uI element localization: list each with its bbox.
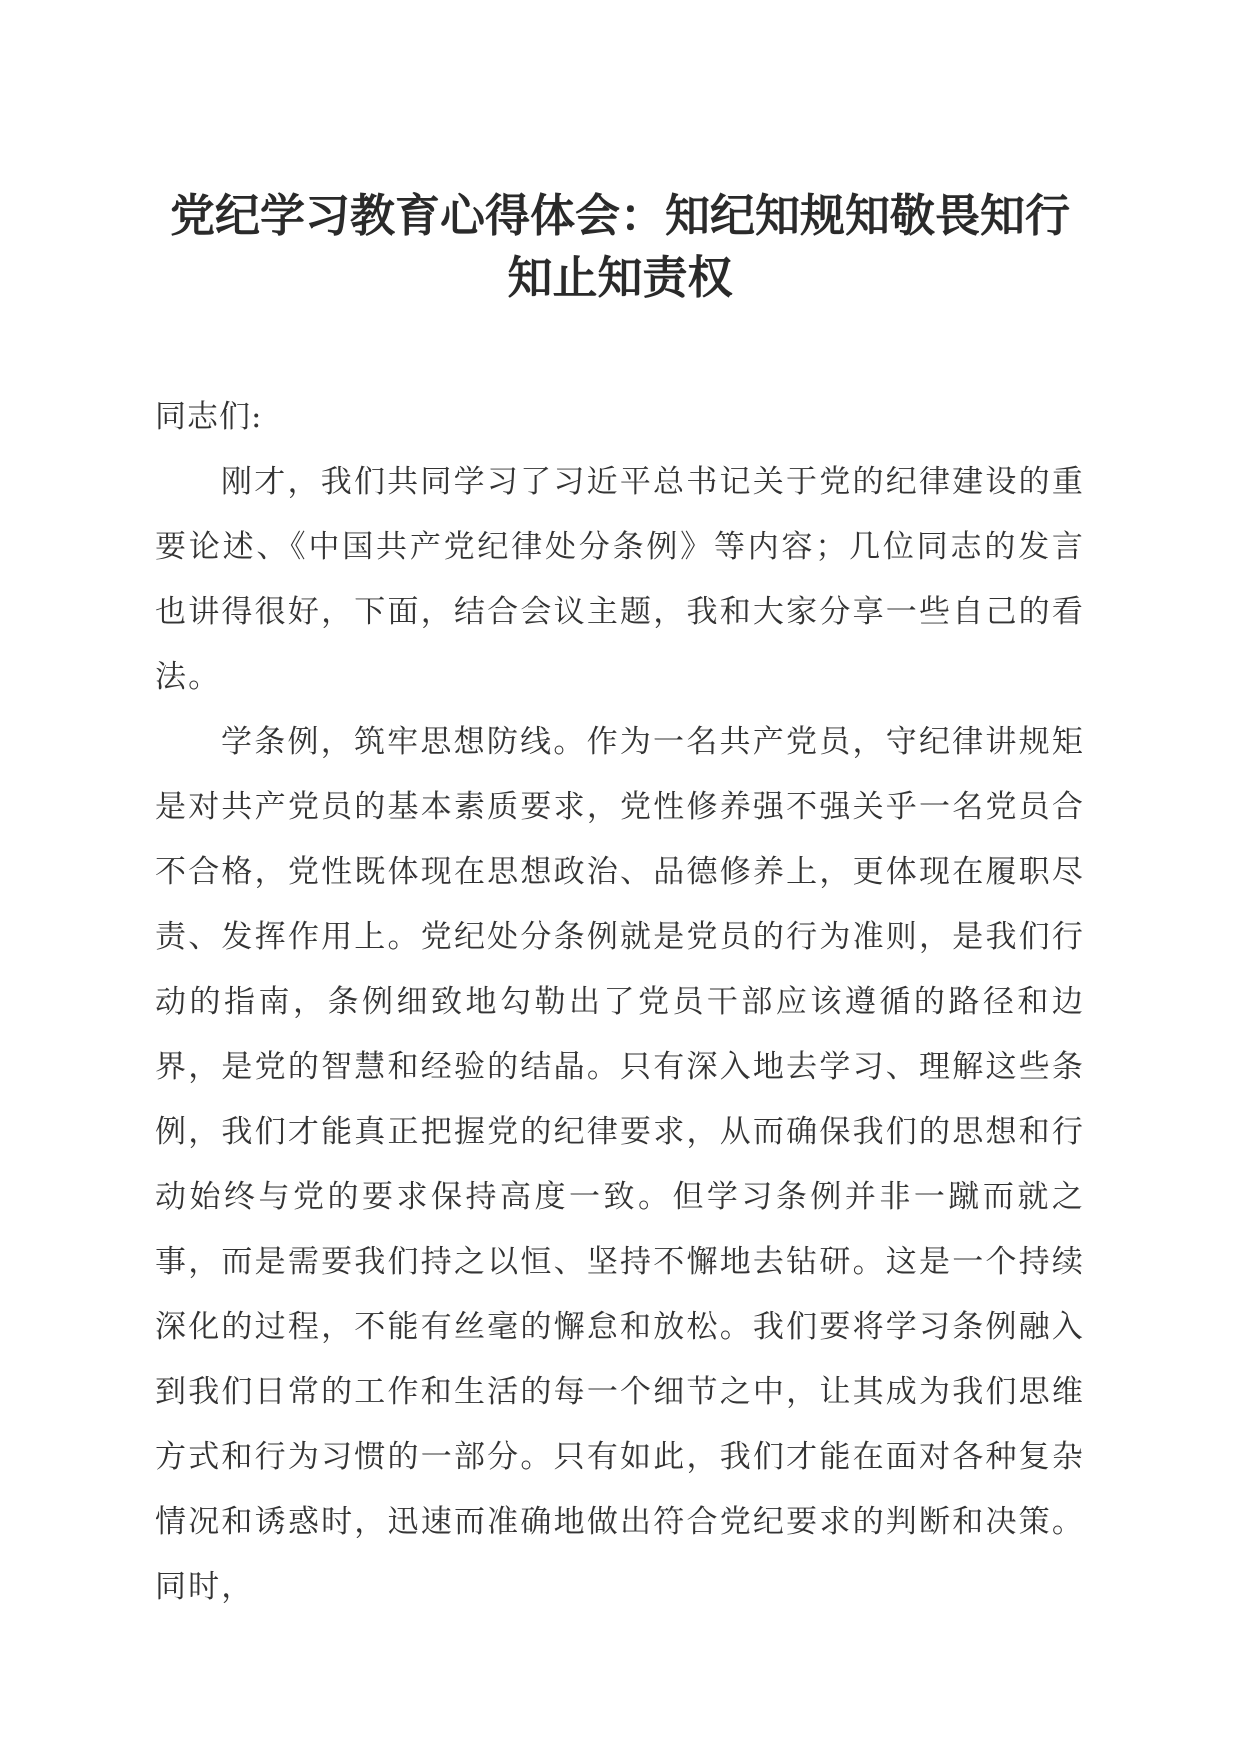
paragraph-1: 刚才，我们共同学习了习近平总书记关于党的纪律建设的重要论述、《中国共产党纪律处分条例》等内容；几位同志的发言也讲得很好，下面，结合会议主题，我和大家分享一些自己的看法。 <box>155 464 1085 695</box>
salutation: 同志们: <box>155 399 263 435</box>
document-title: 党纪学习教育心得体会：知纪知规知敬畏知行知止知责权 <box>169 189 1070 304</box>
paragraph-2: 学条例，筑牢思想防线。作为一名共产党员，守纪律讲规矩是对共产党员的基本素质要求，党性修养强不强关乎一名党员合不合格，党性既体现在思想政治、品德修养上，更体现在履职尽责、发挥作用上。党纪处分条例就是党员的行为准则，是我们行动的指南，条例细致地勾勒出了党员干部应该遵循的路径和边界，是党的智慧和经验的结晶。只有深入地去学习、理解这些条例，我们才能真正把握党的纪律要求，从而确保我们的思想和行动始终与党的要求保持高度一致。但学习条例并非一蹴而就之事，而是需要我们持之以恒、坚持不懈地去钻研。这是一个持续深化的过程，不能有丝毫的懈怠和放松。我们要将学习条例融入到我们日常的工作和生活的每一个细节之中，让其成为我们思维方式和行为习惯的一部分。只有如此，我们才能在面对各种复杂情况和诱惑时，迅速而准确地做出符合党纪要求的判断和决策。同时， <box>155 724 1085 1605</box>
document-body <box>155 385 1085 1620</box>
